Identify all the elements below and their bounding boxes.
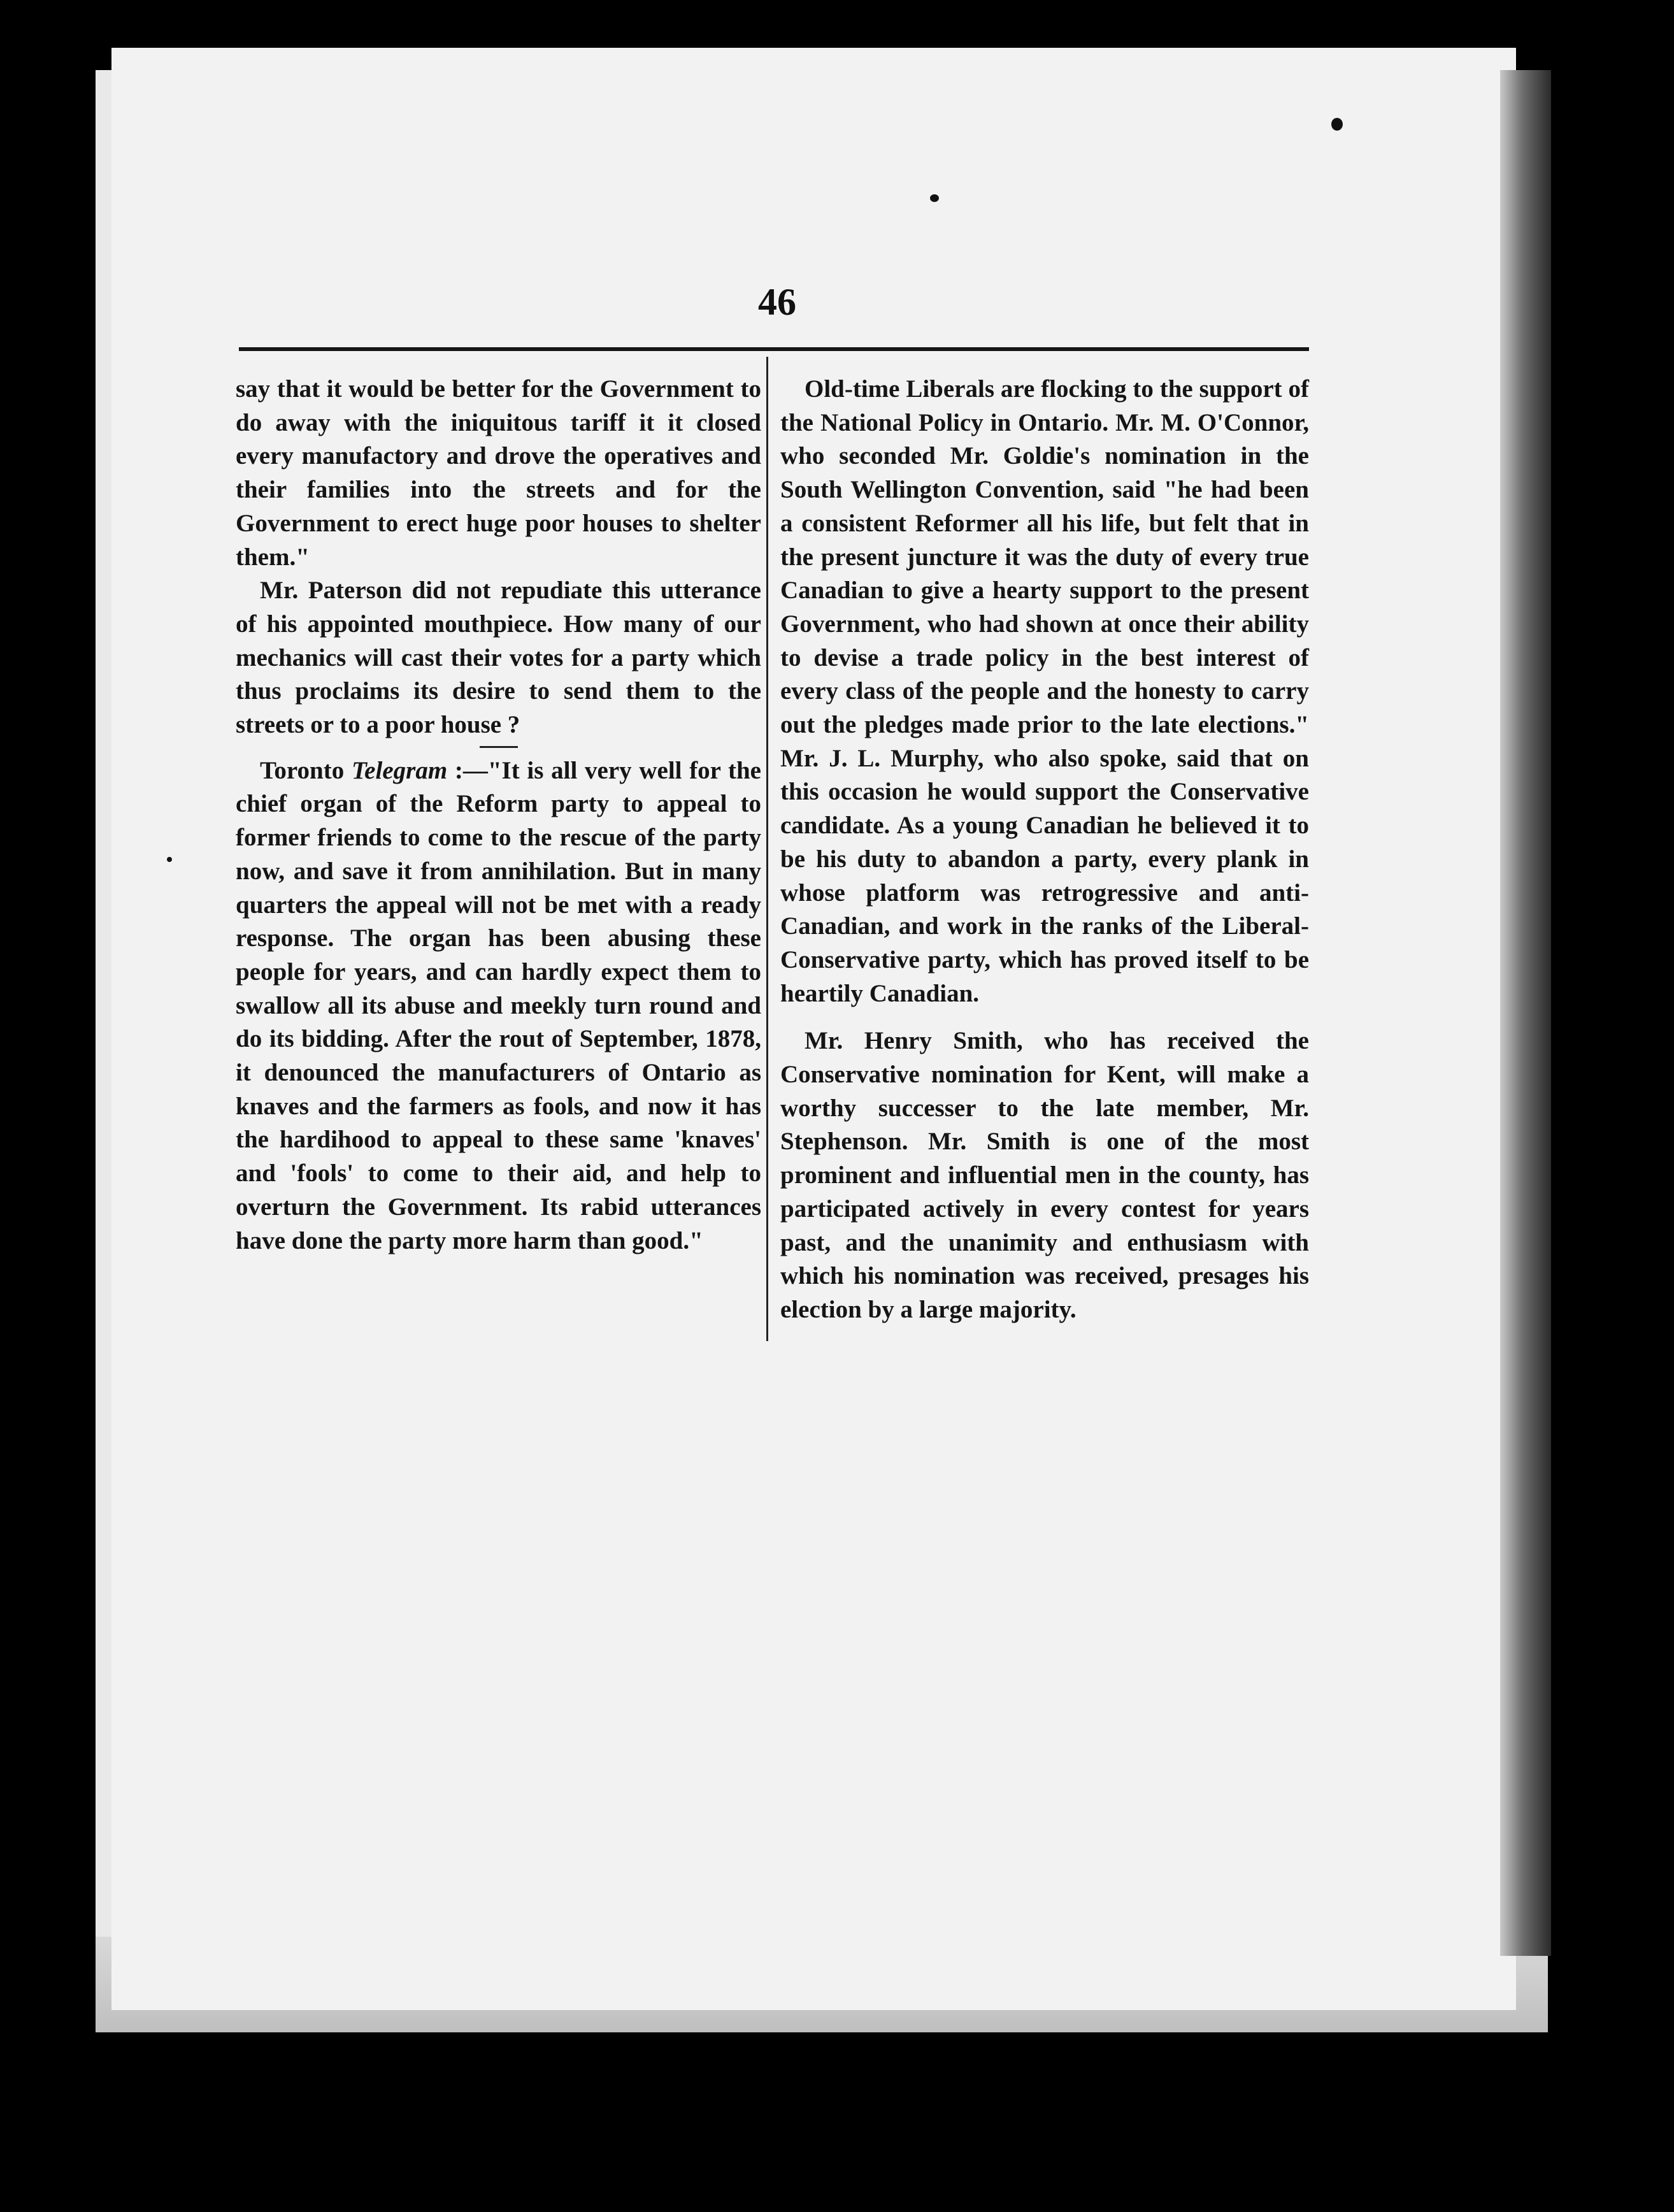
page-number: 46 — [758, 281, 796, 323]
ink-speck — [930, 194, 939, 202]
quote-body: :—"It is all very well for the chief organ of the Reform party to appeal to former friends to come to the rescue of the party now, and save it from annihilation. But in many quarters the appeal will not be met with a ready response. The organ has been abusing these people for years, and can hardly expect them to swallow all its abuse and meekly turn round and do its bidding. After the rout of September, 1878, it denounced the manufacturers of Ontario as knaves and the farmers as fools, and now it has the hardihood to appeal to these same 'knaves' and 'fools' to come to their aid, and help to overturn the Government. Its rabid utterances have done the party more harm than good." — [236, 756, 761, 1254]
source-name: Toronto — [260, 756, 352, 784]
paragraph-tariff-quote: say that it would be better for the Government to do away with the iniquitous tariff it it closed every manufactory and drove the operatives and their families into the streets and for the Government to erect huge poor houses to shelter them." — [236, 375, 761, 571]
right-column — [780, 373, 1309, 1327]
section-separator — [480, 746, 518, 748]
paragraph-henry-smith: Mr. Henry Smith, who has received the Conservative nomination for Kent, will make a worthy successer to the late member, Mr. Stephenson. Mr. Smith is one of the most prominent and influential men in the county, has participated actively in every contest for years past, and the unanimity and enthusiasm with which his nomination was received, presages his election by a large majority. — [780, 1027, 1309, 1323]
paragraph-paterson: Mr. Paterson did not repudiate this utterance of his appointed mouthpiece. How many of our mechanics will cast their votes for a party which thus proclaims its desire to send them to the streets or to a poor house ? — [236, 577, 761, 739]
book-spine-edge — [1500, 70, 1551, 1956]
ink-speck — [167, 857, 172, 862]
column-divider — [766, 357, 768, 1341]
left-column — [236, 373, 761, 1258]
paragraph-old-time-liberals: Old-time Liberals are flocking to the support of the National Policy in Ontario. Mr. M. O'Connor, who seconded Mr. Goldie's nomination in the South Wellington Convention, said "he had been a consistent Reformer all his life, but felt that in the present juncture it was the duty of every true Canadian to give a hearty support to the present Government, who had shown at once their ability to devise a trade policy in the best interest of every class of the people and the honesty to carry out the pledges made prior to the late elections." Mr. J. L. Murphy, who also spoke, said that on this occasion he would support the Conservative candidate. As a young Canadian he believed it to be his duty to abandon a party, every plank in whose platform was retrogressive and anti-Canadian, and work in the ranks of the Liberal-Conservative party, which has proved itself to be heartily Canadian. — [780, 375, 1309, 1007]
paragraph-telegram-quote — [236, 754, 761, 1258]
header-rule — [239, 347, 1309, 351]
paragraph-gap — [780, 1010, 1309, 1024]
ink-speck — [1331, 118, 1343, 131]
source-publication: Telegram — [351, 756, 448, 784]
